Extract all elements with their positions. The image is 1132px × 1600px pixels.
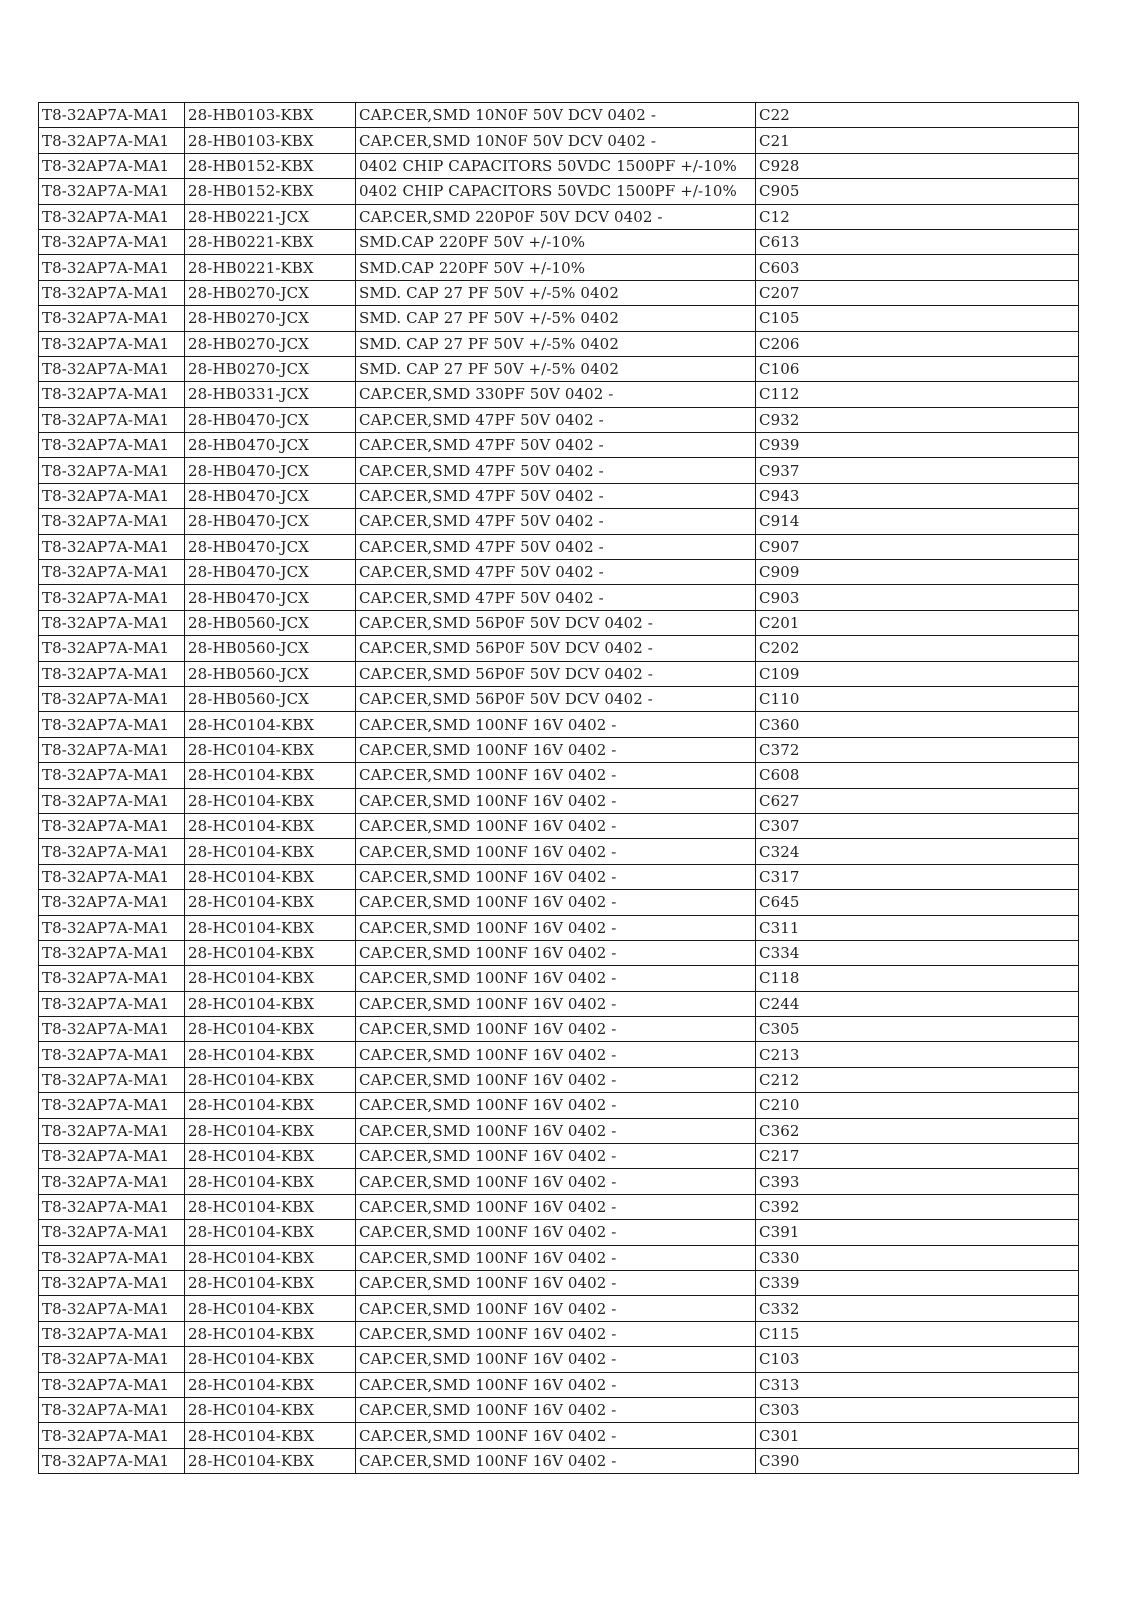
description-cell: CAP.CER,SMD 100NF 16V 0402 -	[356, 813, 756, 838]
location-cell: C110	[756, 686, 1079, 711]
location-cell: C307	[756, 813, 1079, 838]
model-cell: T8-32AP7A-MA1	[39, 382, 185, 407]
table-row	[39, 280, 1079, 305]
description-cell: SMD.CAP 220PF 50V +/-10%	[356, 229, 756, 254]
model-cell: T8-32AP7A-MA1	[39, 534, 185, 559]
description-cell: CAP.CER,SMD 100NF 16V 0402 -	[356, 864, 756, 889]
description-cell: CAP.CER,SMD 47PF 50V 0402 -	[356, 458, 756, 483]
location-cell: C202	[756, 636, 1079, 661]
part-number-cell: 28-HB0270-JCX	[185, 280, 356, 305]
table-row	[39, 1347, 1079, 1372]
description-cell: CAP.CER,SMD 100NF 16V 0402 -	[356, 1423, 756, 1448]
part-number-cell: 28-HC0104-KBX	[185, 1118, 356, 1143]
part-number-cell: 28-HB0331-JCX	[185, 382, 356, 407]
part-number-cell: 28-HB0470-JCX	[185, 509, 356, 534]
model-cell: T8-32AP7A-MA1	[39, 966, 185, 991]
table-row	[39, 839, 1079, 864]
location-cell: C313	[756, 1372, 1079, 1397]
part-number-cell: 28-HB0560-JCX	[185, 636, 356, 661]
description-cell: CAP.CER,SMD 100NF 16V 0402 -	[356, 1169, 756, 1194]
model-cell: T8-32AP7A-MA1	[39, 356, 185, 381]
description-cell: CAP.CER,SMD 47PF 50V 0402 -	[356, 534, 756, 559]
location-cell: C206	[756, 331, 1079, 356]
part-number-cell: 28-HC0104-KBX	[185, 839, 356, 864]
location-cell: C112	[756, 382, 1079, 407]
location-cell: C939	[756, 433, 1079, 458]
description-cell: CAP.CER,SMD 47PF 50V 0402 -	[356, 560, 756, 585]
location-cell: C207	[756, 280, 1079, 305]
part-number-cell: 28-HB0152-KBX	[185, 179, 356, 204]
part-number-cell: 28-HB0560-JCX	[185, 610, 356, 635]
description-cell: CAP.CER,SMD 100NF 16V 0402 -	[356, 712, 756, 737]
model-cell: T8-32AP7A-MA1	[39, 1093, 185, 1118]
description-cell: CAP.CER,SMD 47PF 50V 0402 -	[356, 407, 756, 432]
description-cell: CAP.CER,SMD 56P0F 50V DCV 0402 -	[356, 661, 756, 686]
part-number-cell: 28-HC0104-KBX	[185, 915, 356, 940]
model-cell: T8-32AP7A-MA1	[39, 1423, 185, 1448]
model-cell: T8-32AP7A-MA1	[39, 103, 185, 128]
location-cell: C390	[756, 1448, 1079, 1473]
description-cell: SMD. CAP 27 PF 50V +/-5% 0402	[356, 280, 756, 305]
description-cell: CAP.CER,SMD 100NF 16V 0402 -	[356, 839, 756, 864]
description-cell: 0402 CHIP CAPACITORS 50VDC 1500PF +/-10%	[356, 153, 756, 178]
part-number-cell: 28-HB0470-JCX	[185, 483, 356, 508]
part-number-cell: 28-HC0104-KBX	[185, 1347, 356, 1372]
location-cell: C109	[756, 661, 1079, 686]
model-cell: T8-32AP7A-MA1	[39, 1017, 185, 1042]
model-cell: T8-32AP7A-MA1	[39, 560, 185, 585]
location-cell: C613	[756, 229, 1079, 254]
table-row	[39, 1144, 1079, 1169]
table-row	[39, 737, 1079, 762]
table-row	[39, 509, 1079, 534]
part-number-cell: 28-HC0104-KBX	[185, 763, 356, 788]
description-cell: CAP.CER,SMD 100NF 16V 0402 -	[356, 1448, 756, 1473]
description-cell: CAP.CER,SMD 100NF 16V 0402 -	[356, 1245, 756, 1270]
model-cell: T8-32AP7A-MA1	[39, 1245, 185, 1270]
location-cell: C301	[756, 1423, 1079, 1448]
description-cell: CAP.CER,SMD 100NF 16V 0402 -	[356, 788, 756, 813]
part-number-cell: 28-HC0104-KBX	[185, 1296, 356, 1321]
model-cell: T8-32AP7A-MA1	[39, 179, 185, 204]
model-cell: T8-32AP7A-MA1	[39, 509, 185, 534]
part-number-cell: 28-HC0104-KBX	[185, 1194, 356, 1219]
model-cell: T8-32AP7A-MA1	[39, 1042, 185, 1067]
location-cell: C603	[756, 255, 1079, 280]
table-row	[39, 1245, 1079, 1270]
model-cell: T8-32AP7A-MA1	[39, 1296, 185, 1321]
part-number-cell: 28-HC0104-KBX	[185, 1321, 356, 1346]
location-cell: C392	[756, 1194, 1079, 1219]
description-cell: CAP.CER,SMD 100NF 16V 0402 -	[356, 1372, 756, 1397]
model-cell: T8-32AP7A-MA1	[39, 636, 185, 661]
description-cell: CAP.CER,SMD 100NF 16V 0402 -	[356, 1321, 756, 1346]
part-number-cell: 28-HC0104-KBX	[185, 1067, 356, 1092]
part-number-cell: 28-HB0221-KBX	[185, 229, 356, 254]
location-cell: C303	[756, 1397, 1079, 1422]
table-row	[39, 382, 1079, 407]
location-cell: C943	[756, 483, 1079, 508]
model-cell: T8-32AP7A-MA1	[39, 204, 185, 229]
model-cell: T8-32AP7A-MA1	[39, 737, 185, 762]
part-number-cell: 28-HC0104-KBX	[185, 1245, 356, 1270]
table-row	[39, 763, 1079, 788]
table-row	[39, 966, 1079, 991]
location-cell: C12	[756, 204, 1079, 229]
part-number-cell: 28-HB0270-JCX	[185, 356, 356, 381]
location-cell: C627	[756, 788, 1079, 813]
part-number-cell: 28-HC0104-KBX	[185, 1093, 356, 1118]
description-cell: CAP.CER,SMD 47PF 50V 0402 -	[356, 585, 756, 610]
model-cell: T8-32AP7A-MA1	[39, 1194, 185, 1219]
table-row	[39, 560, 1079, 585]
part-number-cell: 28-HB0470-JCX	[185, 560, 356, 585]
model-cell: T8-32AP7A-MA1	[39, 1118, 185, 1143]
part-number-cell: 28-HC0104-KBX	[185, 813, 356, 838]
location-cell: C339	[756, 1270, 1079, 1295]
model-cell: T8-32AP7A-MA1	[39, 813, 185, 838]
model-cell: T8-32AP7A-MA1	[39, 839, 185, 864]
table-row	[39, 204, 1079, 229]
description-cell: CAP.CER,SMD 100NF 16V 0402 -	[356, 1017, 756, 1042]
table-row	[39, 153, 1079, 178]
table-row	[39, 940, 1079, 965]
model-cell: T8-32AP7A-MA1	[39, 915, 185, 940]
part-number-cell: 28-HC0104-KBX	[185, 737, 356, 762]
part-number-cell: 28-HB0560-JCX	[185, 686, 356, 711]
part-number-cell: 28-HB0470-JCX	[185, 534, 356, 559]
table-row	[39, 1270, 1079, 1295]
model-cell: T8-32AP7A-MA1	[39, 1220, 185, 1245]
part-number-cell: 28-HB0560-JCX	[185, 661, 356, 686]
location-cell: C317	[756, 864, 1079, 889]
model-cell: T8-32AP7A-MA1	[39, 306, 185, 331]
model-cell: T8-32AP7A-MA1	[39, 229, 185, 254]
description-cell: CAP.CER,SMD 100NF 16V 0402 -	[356, 890, 756, 915]
location-cell: C212	[756, 1067, 1079, 1092]
table-row	[39, 1017, 1079, 1042]
model-cell: T8-32AP7A-MA1	[39, 610, 185, 635]
description-cell: CAP.CER,SMD 100NF 16V 0402 -	[356, 915, 756, 940]
model-cell: T8-32AP7A-MA1	[39, 686, 185, 711]
location-cell: C608	[756, 763, 1079, 788]
part-number-cell: 28-HB0470-JCX	[185, 407, 356, 432]
part-number-cell: 28-HC0104-KBX	[185, 788, 356, 813]
table-row	[39, 1067, 1079, 1092]
table-row	[39, 179, 1079, 204]
location-cell: C393	[756, 1169, 1079, 1194]
part-number-cell: 28-HB0103-KBX	[185, 128, 356, 153]
table-row	[39, 1448, 1079, 1473]
description-cell: CAP.CER,SMD 56P0F 50V DCV 0402 -	[356, 686, 756, 711]
description-cell: CAP.CER,SMD 10N0F 50V DCV 0402 -	[356, 103, 756, 128]
description-cell: CAP.CER,SMD 100NF 16V 0402 -	[356, 1194, 756, 1219]
model-cell: T8-32AP7A-MA1	[39, 280, 185, 305]
part-number-cell: 28-HC0104-KBX	[185, 1144, 356, 1169]
model-cell: T8-32AP7A-MA1	[39, 991, 185, 1016]
table-row	[39, 813, 1079, 838]
part-number-cell: 28-HB0470-JCX	[185, 458, 356, 483]
part-number-cell: 28-HC0104-KBX	[185, 1042, 356, 1067]
model-cell: T8-32AP7A-MA1	[39, 940, 185, 965]
model-cell: T8-32AP7A-MA1	[39, 255, 185, 280]
table-row	[39, 1296, 1079, 1321]
model-cell: T8-32AP7A-MA1	[39, 433, 185, 458]
table-row	[39, 585, 1079, 610]
description-cell: CAP.CER,SMD 100NF 16V 0402 -	[356, 1397, 756, 1422]
location-cell: C244	[756, 991, 1079, 1016]
part-number-cell: 28-HC0104-KBX	[185, 1220, 356, 1245]
description-cell: CAP.CER,SMD 47PF 50V 0402 -	[356, 509, 756, 534]
part-number-cell: 28-HB0270-JCX	[185, 331, 356, 356]
model-cell: T8-32AP7A-MA1	[39, 1144, 185, 1169]
table-row	[39, 686, 1079, 711]
description-cell: SMD. CAP 27 PF 50V +/-5% 0402	[356, 331, 756, 356]
location-cell: C932	[756, 407, 1079, 432]
table-row	[39, 128, 1079, 153]
description-cell: SMD. CAP 27 PF 50V +/-5% 0402	[356, 306, 756, 331]
table-row	[39, 636, 1079, 661]
description-cell: CAP.CER,SMD 100NF 16V 0402 -	[356, 1144, 756, 1169]
location-cell: C937	[756, 458, 1079, 483]
description-cell: CAP.CER,SMD 100NF 16V 0402 -	[356, 737, 756, 762]
part-number-cell: 28-HC0104-KBX	[185, 966, 356, 991]
location-cell: C360	[756, 712, 1079, 737]
part-number-cell: 28-HB0270-JCX	[185, 306, 356, 331]
model-cell: T8-32AP7A-MA1	[39, 661, 185, 686]
description-cell: CAP.CER,SMD 100NF 16V 0402 -	[356, 763, 756, 788]
description-cell: CAP.CER,SMD 56P0F 50V DCV 0402 -	[356, 636, 756, 661]
location-cell: C914	[756, 509, 1079, 534]
location-cell: C909	[756, 560, 1079, 585]
table-row	[39, 1372, 1079, 1397]
description-cell: CAP.CER,SMD 47PF 50V 0402 -	[356, 433, 756, 458]
location-cell: C330	[756, 1245, 1079, 1270]
table-row	[39, 890, 1079, 915]
model-cell: T8-32AP7A-MA1	[39, 153, 185, 178]
table-row	[39, 788, 1079, 813]
model-cell: T8-32AP7A-MA1	[39, 864, 185, 889]
part-number-cell: 28-HC0104-KBX	[185, 991, 356, 1016]
table-row	[39, 1118, 1079, 1143]
part-number-cell: 28-HC0104-KBX	[185, 1270, 356, 1295]
part-number-cell: 28-HC0104-KBX	[185, 1423, 356, 1448]
model-cell: T8-32AP7A-MA1	[39, 331, 185, 356]
model-cell: T8-32AP7A-MA1	[39, 1169, 185, 1194]
table-row	[39, 1042, 1079, 1067]
location-cell: C210	[756, 1093, 1079, 1118]
description-cell: CAP.CER,SMD 47PF 50V 0402 -	[356, 483, 756, 508]
description-cell: CAP.CER,SMD 100NF 16V 0402 -	[356, 991, 756, 1016]
location-cell: C213	[756, 1042, 1079, 1067]
location-cell: C21	[756, 128, 1079, 153]
location-cell: C905	[756, 179, 1079, 204]
table-row	[39, 534, 1079, 559]
table-row	[39, 1169, 1079, 1194]
description-cell: CAP.CER,SMD 100NF 16V 0402 -	[356, 1296, 756, 1321]
model-cell: T8-32AP7A-MA1	[39, 1321, 185, 1346]
description-cell: CAP.CER,SMD 100NF 16V 0402 -	[356, 1270, 756, 1295]
description-cell: CAP.CER,SMD 100NF 16V 0402 -	[356, 1118, 756, 1143]
description-cell: SMD.CAP 220PF 50V +/-10%	[356, 255, 756, 280]
table-row	[39, 1093, 1079, 1118]
model-cell: T8-32AP7A-MA1	[39, 890, 185, 915]
part-number-cell: 28-HC0104-KBX	[185, 940, 356, 965]
location-cell: C324	[756, 839, 1079, 864]
description-cell: CAP.CER,SMD 330PF 50V 0402 -	[356, 382, 756, 407]
part-number-cell: 28-HB0152-KBX	[185, 153, 356, 178]
model-cell: T8-32AP7A-MA1	[39, 1397, 185, 1422]
model-cell: T8-32AP7A-MA1	[39, 712, 185, 737]
part-number-cell: 28-HB0221-KBX	[185, 255, 356, 280]
location-cell: C645	[756, 890, 1079, 915]
model-cell: T8-32AP7A-MA1	[39, 458, 185, 483]
table-row	[39, 458, 1079, 483]
model-cell: T8-32AP7A-MA1	[39, 483, 185, 508]
table-row	[39, 255, 1079, 280]
description-cell: CAP.CER,SMD 100NF 16V 0402 -	[356, 940, 756, 965]
part-number-cell: 28-HB0221-JCX	[185, 204, 356, 229]
table-row	[39, 331, 1079, 356]
part-number-cell: 28-HC0104-KBX	[185, 890, 356, 915]
description-cell: CAP.CER,SMD 100NF 16V 0402 -	[356, 1093, 756, 1118]
model-cell: T8-32AP7A-MA1	[39, 128, 185, 153]
table-row	[39, 661, 1079, 686]
location-cell: C305	[756, 1017, 1079, 1042]
table-row	[39, 483, 1079, 508]
location-cell: C391	[756, 1220, 1079, 1245]
table-row	[39, 610, 1079, 635]
location-cell: C22	[756, 103, 1079, 128]
description-cell: CAP.CER,SMD 10N0F 50V DCV 0402 -	[356, 128, 756, 153]
location-cell: C907	[756, 534, 1079, 559]
table-row	[39, 1397, 1079, 1422]
description-cell: CAP.CER,SMD 100NF 16V 0402 -	[356, 1347, 756, 1372]
table-row	[39, 864, 1079, 889]
part-number-cell: 28-HB0470-JCX	[185, 433, 356, 458]
part-number-cell: 28-HC0104-KBX	[185, 1017, 356, 1042]
model-cell: T8-32AP7A-MA1	[39, 1372, 185, 1397]
description-cell: CAP.CER,SMD 100NF 16V 0402 -	[356, 1067, 756, 1092]
part-number-cell: 28-HC0104-KBX	[185, 864, 356, 889]
description-cell: CAP.CER,SMD 100NF 16V 0402 -	[356, 1042, 756, 1067]
part-number-cell: 28-HC0104-KBX	[185, 1448, 356, 1473]
location-cell: C105	[756, 306, 1079, 331]
location-cell: C334	[756, 940, 1079, 965]
table-row	[39, 433, 1079, 458]
location-cell: C928	[756, 153, 1079, 178]
table-row	[39, 1220, 1079, 1245]
description-cell: CAP.CER,SMD 56P0F 50V DCV 0402 -	[356, 610, 756, 635]
table-row	[39, 407, 1079, 432]
location-cell: C362	[756, 1118, 1079, 1143]
table-row	[39, 1423, 1079, 1448]
location-cell: C372	[756, 737, 1079, 762]
part-number-cell: 28-HC0104-KBX	[185, 1372, 356, 1397]
table-row	[39, 356, 1079, 381]
part-number-cell: 28-HC0104-KBX	[185, 712, 356, 737]
table-row	[39, 1194, 1079, 1219]
location-cell: C106	[756, 356, 1079, 381]
location-cell: C201	[756, 610, 1079, 635]
model-cell: T8-32AP7A-MA1	[39, 1448, 185, 1473]
location-cell: C103	[756, 1347, 1079, 1372]
table-row	[39, 229, 1079, 254]
model-cell: T8-32AP7A-MA1	[39, 763, 185, 788]
description-cell: CAP.CER,SMD 100NF 16V 0402 -	[356, 966, 756, 991]
part-number-cell: 28-HB0470-JCX	[185, 585, 356, 610]
model-cell: T8-32AP7A-MA1	[39, 407, 185, 432]
part-number-cell: 28-HC0104-KBX	[185, 1397, 356, 1422]
location-cell: C311	[756, 915, 1079, 940]
bom-table-body	[39, 103, 1079, 1474]
part-number-cell: 28-HB0103-KBX	[185, 103, 356, 128]
model-cell: T8-32AP7A-MA1	[39, 788, 185, 813]
location-cell: C115	[756, 1321, 1079, 1346]
location-cell: C332	[756, 1296, 1079, 1321]
table-row	[39, 712, 1079, 737]
table-row	[39, 306, 1079, 331]
model-cell: T8-32AP7A-MA1	[39, 1347, 185, 1372]
location-cell: C118	[756, 966, 1079, 991]
part-number-cell: 28-HC0104-KBX	[185, 1169, 356, 1194]
description-cell: CAP.CER,SMD 220P0F 50V DCV 0402 -	[356, 204, 756, 229]
location-cell: C217	[756, 1144, 1079, 1169]
model-cell: T8-32AP7A-MA1	[39, 1067, 185, 1092]
model-cell: T8-32AP7A-MA1	[39, 1270, 185, 1295]
table-row	[39, 991, 1079, 1016]
description-cell: 0402 CHIP CAPACITORS 50VDC 1500PF +/-10%	[356, 179, 756, 204]
description-cell: CAP.CER,SMD 100NF 16V 0402 -	[356, 1220, 756, 1245]
description-cell: SMD. CAP 27 PF 50V +/-5% 0402	[356, 356, 756, 381]
table-row	[39, 915, 1079, 940]
table-row	[39, 103, 1079, 128]
location-cell: C903	[756, 585, 1079, 610]
bom-table	[38, 102, 1079, 1474]
table-row	[39, 1321, 1079, 1346]
model-cell: T8-32AP7A-MA1	[39, 585, 185, 610]
